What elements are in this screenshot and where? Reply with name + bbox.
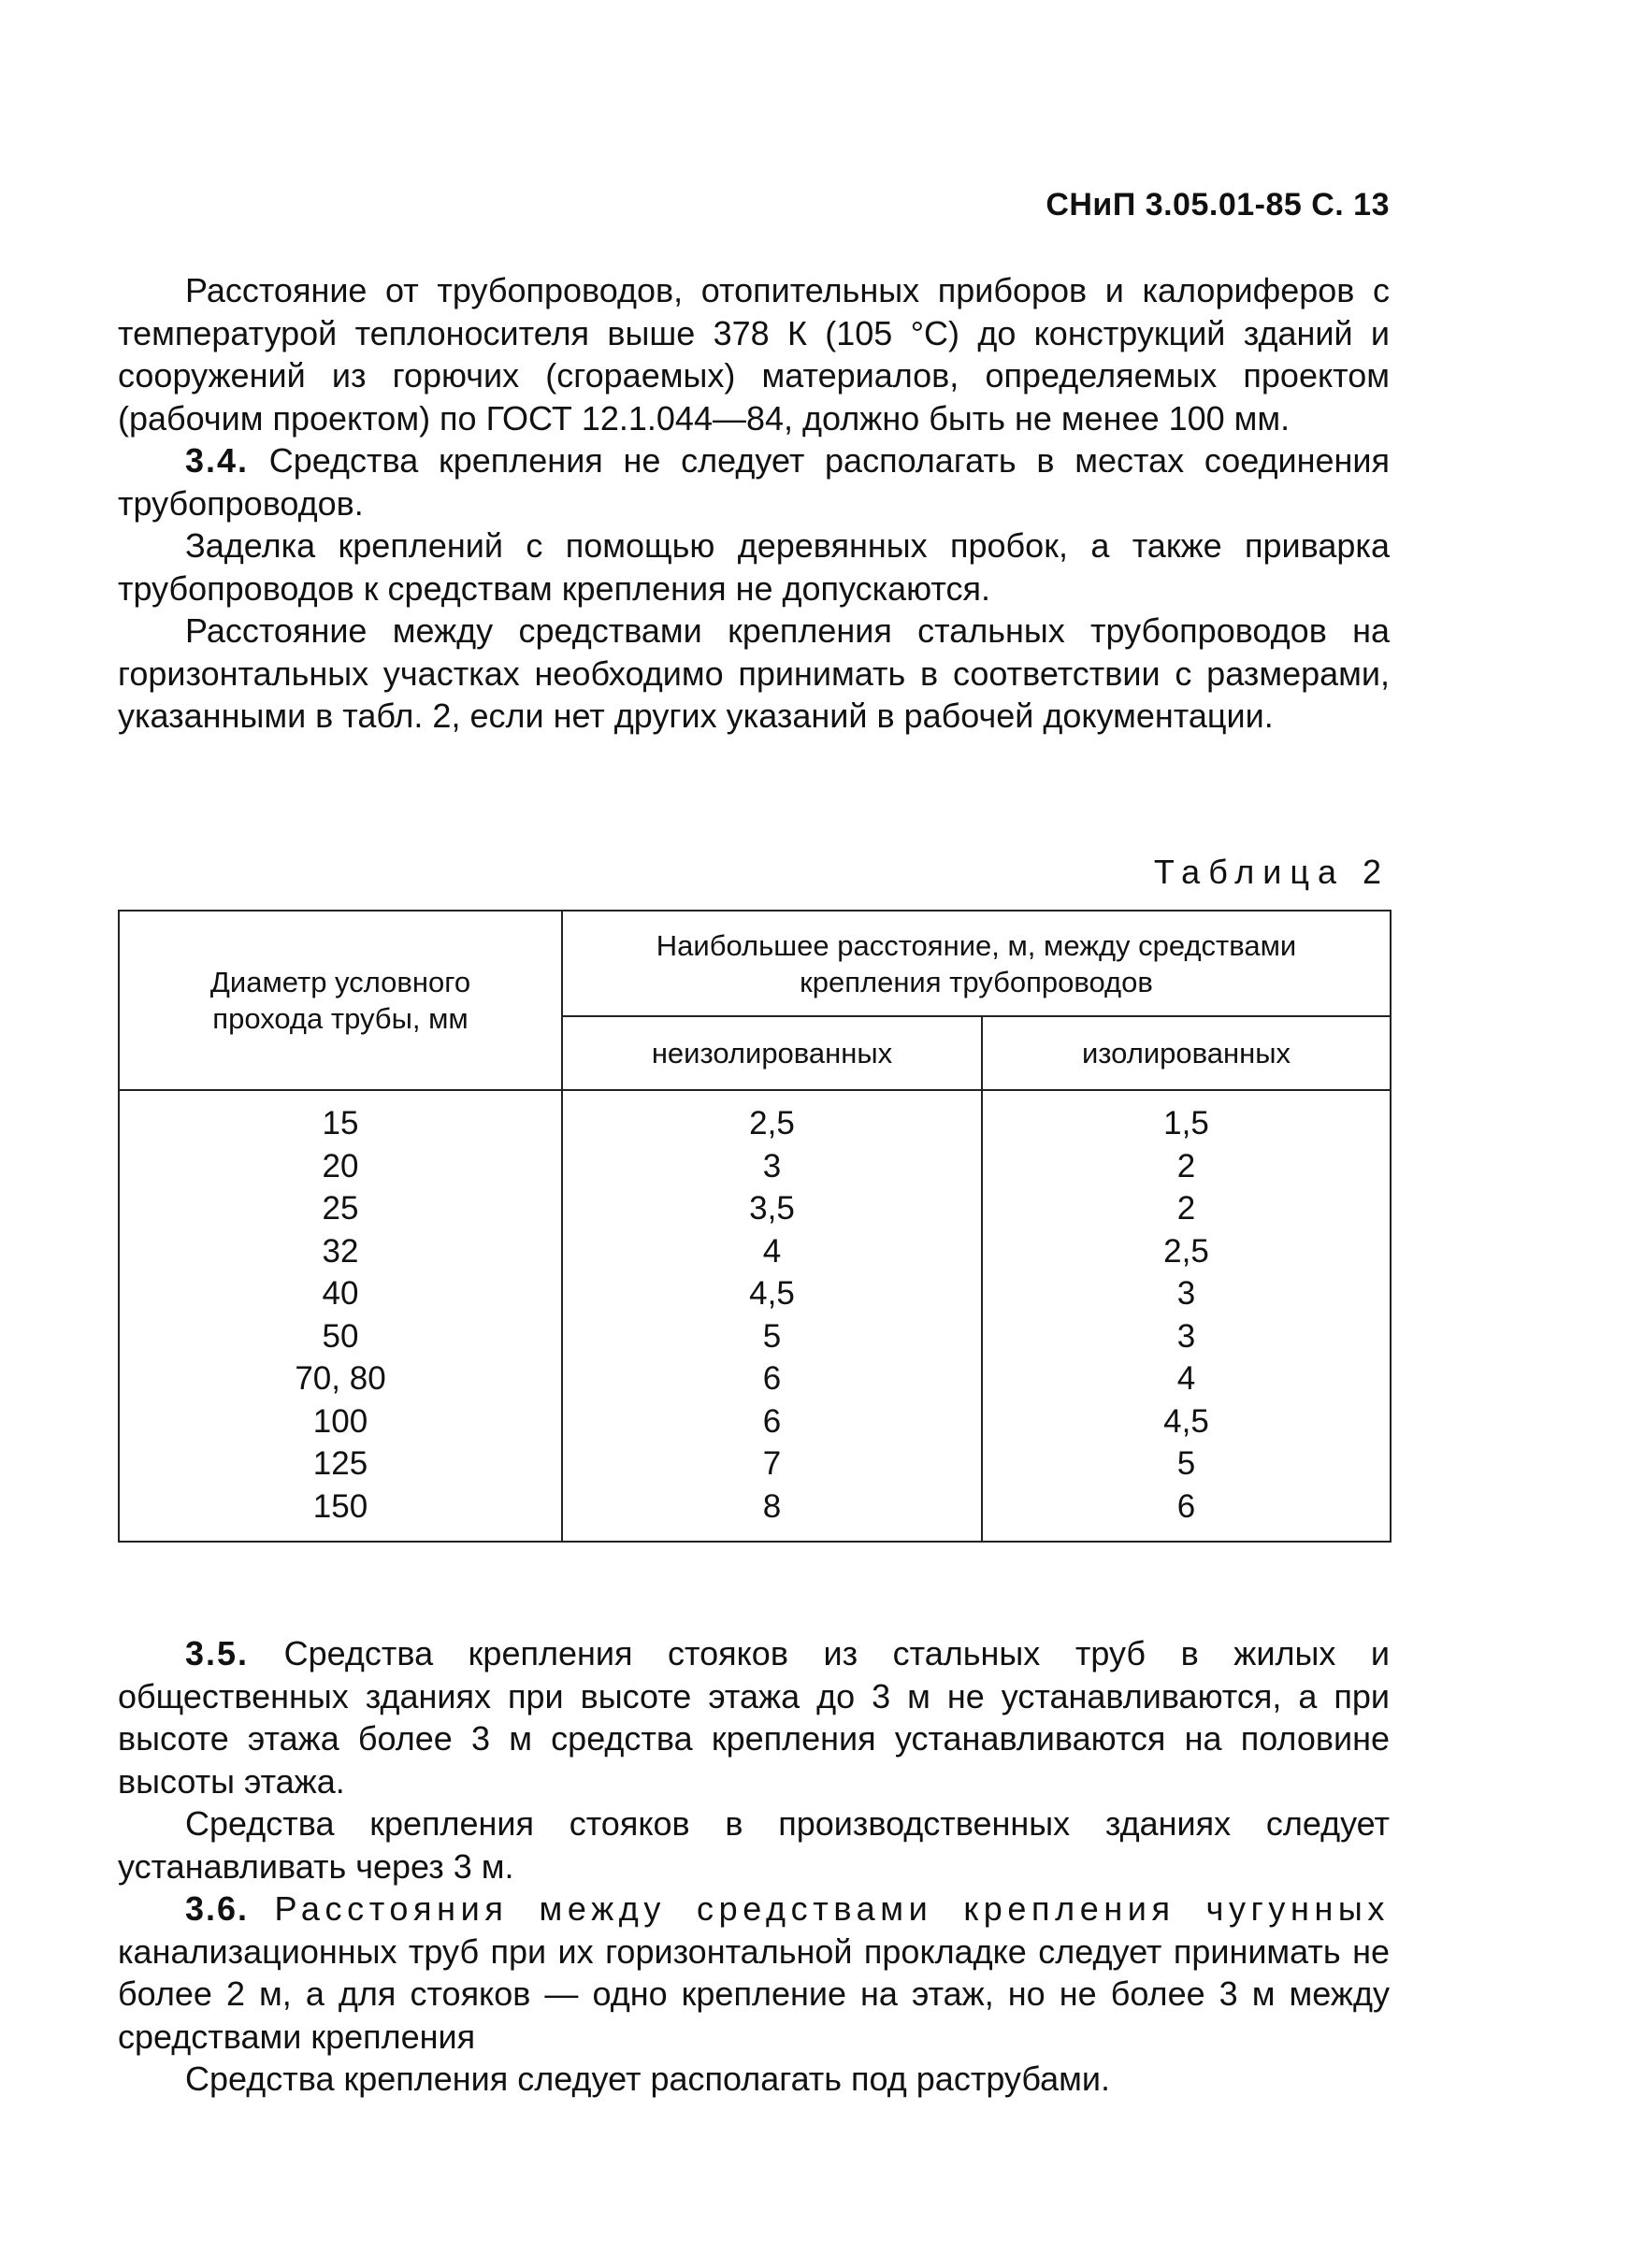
- intro-paragraph: Расстояние от трубопроводов, отопительных приборов и калориферов с температурой теплоносителя выше 378 К (105 °С) до конструкций зданий и сооружений из горючих (сгораемых) материалов, определяемых проектом (рабочим проектом) по ГОСТ 12.1.044—84, должно быть не менее 100 мм.: [118, 271, 1390, 438]
- paragraph: Заделка креплений с помощью деревянных пробок, а также приварка трубопроводов к средствам крепления не допускаются.: [118, 526, 1390, 608]
- table-cell: 2: [1176, 1190, 1196, 1227]
- table-cell: 2: [1176, 1147, 1196, 1184]
- section-text: Средства крепления стояков из стальных труб в жилых и общественных зданиях при высоте этажа до 3 м не устанавливаются, а при высоте этажа более 3 м средства крепления устанавливаются на половине высоты этажа.: [118, 1634, 1390, 1801]
- table-cell: 50: [322, 1317, 359, 1355]
- table-cell: 4: [762, 1232, 782, 1270]
- table-cell: 4: [1176, 1360, 1196, 1397]
- paragraph: Средства крепления следует располагать под раструбами.: [185, 2060, 1111, 2098]
- column-group-header: [562, 911, 1391, 1016]
- text-block-top: [118, 269, 1390, 738]
- section-text-continued: канализационных труб при их горизонтальной прокладке следует принимать не более 2 м, а для стояков — одно крепление на этаж, но не более 3 м между средствами крепления: [118, 1931, 1390, 2056]
- table-cell: 1,5: [1163, 1105, 1209, 1141]
- section-3-4-paragraph: [118, 439, 1390, 524]
- column-header-text: Диаметр условного прохода трубы, мм: [209, 966, 471, 1035]
- table-cell: 5: [1176, 1445, 1196, 1482]
- section-3-5-paragraph: [118, 1632, 1390, 1802]
- table-cell: 125: [312, 1445, 368, 1482]
- table-cell: 20: [322, 1147, 359, 1184]
- table-cell: 100: [312, 1402, 368, 1440]
- section-text: Средства крепления не следует располагать в местах соединения трубопроводов.: [118, 441, 1390, 523]
- table-cell: 3,5: [749, 1190, 795, 1227]
- table-cell: 150: [312, 1487, 368, 1525]
- table-cell: 70, 80: [295, 1360, 386, 1397]
- table-cell: 3: [1176, 1317, 1196, 1355]
- table-cell: 6: [1176, 1487, 1196, 1525]
- section-text: Расстояния между средствами крепления чугунных: [274, 1889, 1390, 1928]
- data-table: [118, 910, 1392, 1543]
- table-cell: 2,5: [1163, 1232, 1209, 1270]
- table-cell: 6: [762, 1402, 782, 1440]
- column-header-diameter: [119, 911, 562, 1090]
- table-cell: 32: [322, 1232, 359, 1270]
- table-cell: 3: [1176, 1275, 1196, 1312]
- table-cell: 5: [762, 1317, 782, 1355]
- text-block-bottom: [118, 1632, 1390, 2101]
- table-cell: 7: [762, 1445, 782, 1482]
- insulated-column: [982, 1090, 1391, 1542]
- column-header-uninsulated: неизолированных: [562, 1016, 982, 1090]
- section-number: 3.6.: [185, 1889, 250, 1928]
- table-cell: 15: [322, 1105, 359, 1141]
- uninsulated-column: [562, 1090, 982, 1542]
- table-cell: 4,5: [749, 1275, 795, 1312]
- column-header-text: Наибольшее расстояние, м, между средствами крепления трубопроводов: [656, 928, 1297, 998]
- section-number: 3.5.: [185, 1634, 250, 1672]
- table-cell: 4,5: [1163, 1402, 1209, 1440]
- table-caption: Таблица 2: [1153, 853, 1390, 891]
- table-cell: 40: [322, 1275, 359, 1312]
- column-header-insulated: изолированных: [982, 1016, 1391, 1090]
- table-cell: 3: [762, 1147, 782, 1184]
- paragraph: Средства крепления стояков в производственных зданиях следует устанавливать через 3 м.: [118, 1804, 1390, 1886]
- section-3-6-paragraph: [118, 1888, 1390, 2058]
- diameter-column: [119, 1090, 562, 1542]
- table-cell: 8: [762, 1487, 782, 1525]
- page-header: СНиП 3.05.01-85 С. 13: [1046, 187, 1390, 222]
- table-cell: 2,5: [749, 1105, 795, 1141]
- section-number: 3.4.: [185, 441, 250, 480]
- table-cell: 25: [322, 1190, 359, 1227]
- table-cell: 6: [762, 1360, 782, 1397]
- paragraph: Расстояние между средствами крепления стальных трубопроводов на горизонтальных участках необходимо принимать в соответствии с размерами, указанными в табл. 2, если нет других указаний в рабочей документации.: [118, 611, 1390, 735]
